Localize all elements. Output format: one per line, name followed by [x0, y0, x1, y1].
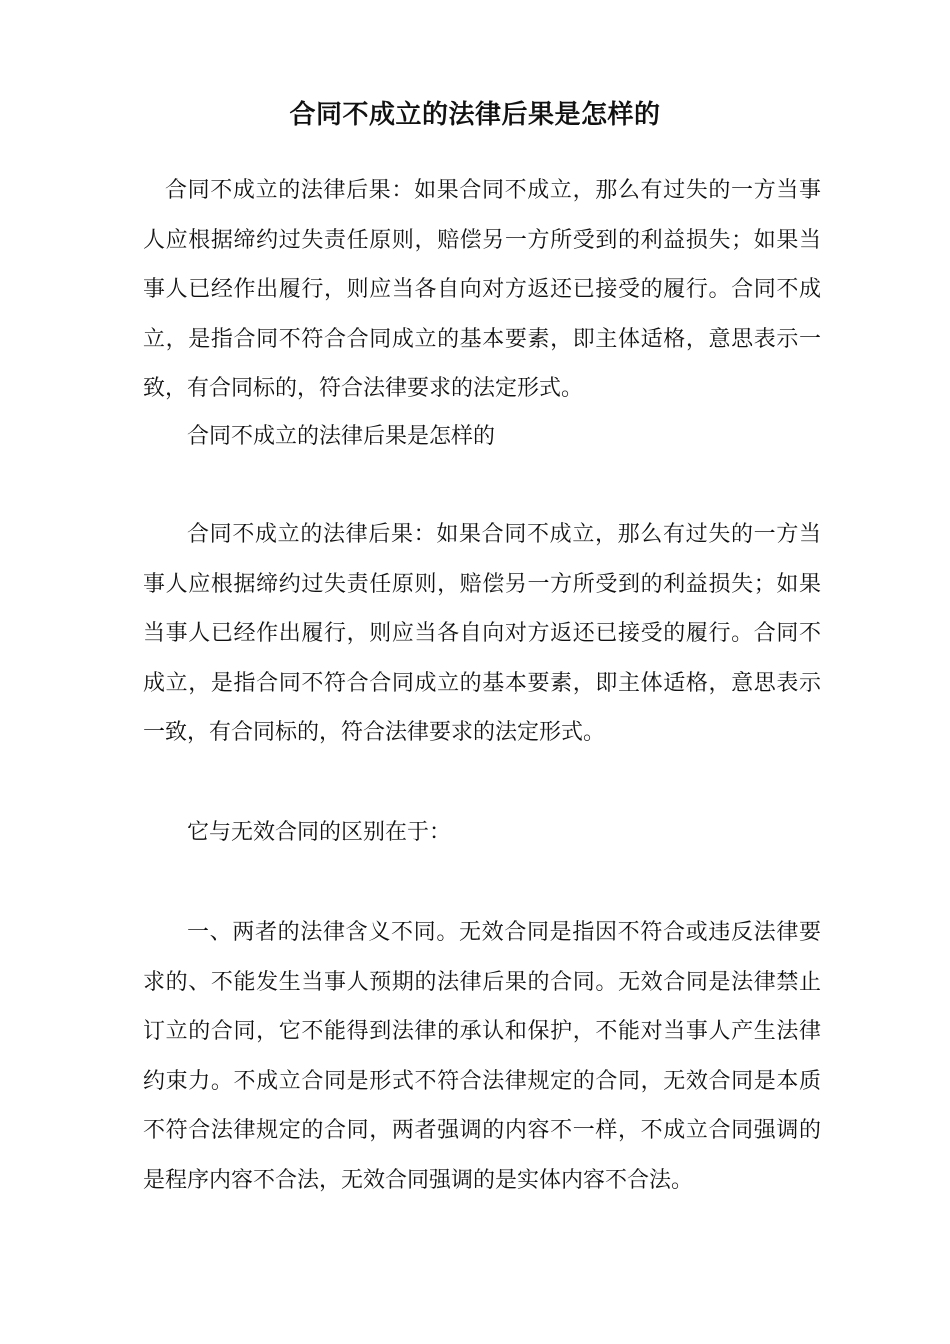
- paragraph-difference-intro: 它与无效合同的区别在于：: [187, 820, 452, 845]
- paragraph-consequences: 合同不成立的法律后果：如果合同不成立，那么有过失的一方当事人应根据缔约过失责任原则，赔偿另一方所受到的利益损失；如果当事人已经作出履行，则应当各自向对方返还已接受的履行。合同不成立，是指合同不符合合同成立的基本要素，即主体适格，意思表示一致，有合同标的，符合法律要求的法定形式。: [143, 522, 821, 745]
- paragraph-subheading: 合同不成立的法律后果是怎样的: [187, 424, 496, 449]
- paragraph-point-one: 一、两者的法律含义不同。无效合同是指因不符合或违反法律要求的、不能发生当事人预期的法律后果的合同。无效合同是法律禁止订立的合同，它不能得到法律的承认和保护，不能对当事人产生法律约束力。不成立合同是形式不符合法律规定的合同，无效合同是本质不符合法律规定的合同，两者强调的内容不一样，不成立合同强调的是程序内容不合法，无效合同强调的是实体内容不合法。: [143, 920, 821, 1193]
- paragraph-intro: 合同不成立的法律后果：如果合同不成立，那么有过失的一方当事人应根据缔约过失责任原则，赔偿另一方所受到的利益损失；如果当事人已经作出履行，则应当各自向对方返还已接受的履行。合同不成立，是指合同不符合合同成立的基本要素，即主体适格，意思表示一致，有合同标的，符合法律要求的法定形式。: [143, 178, 821, 401]
- document-title: 合同不成立的法律后果是怎样的: [289, 100, 661, 130]
